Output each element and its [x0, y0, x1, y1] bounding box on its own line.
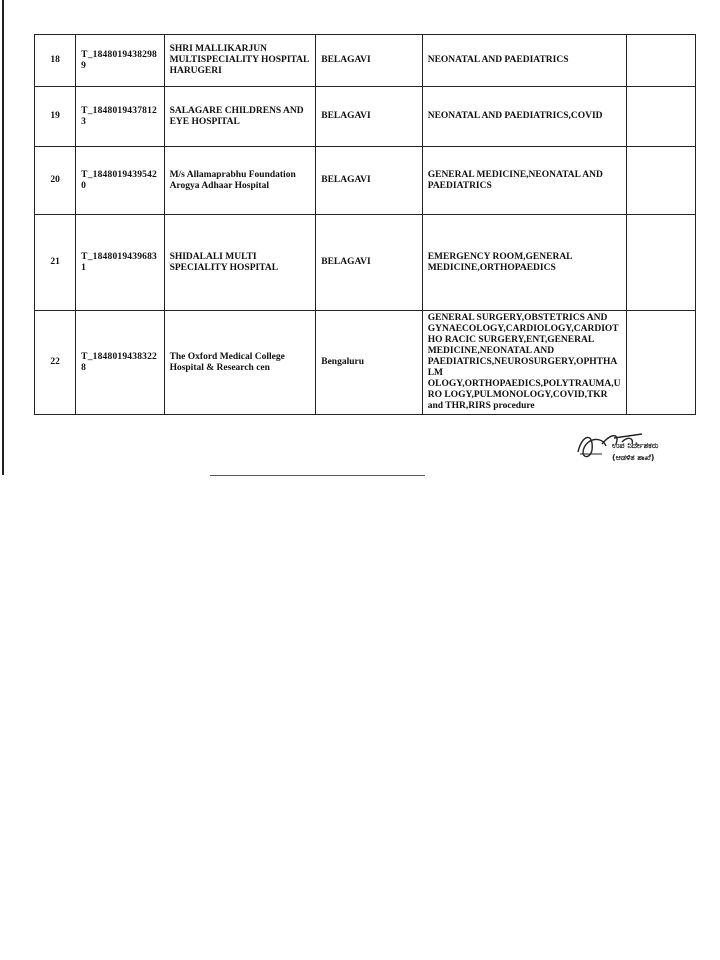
district: Bengaluru [316, 311, 422, 415]
hospital-id: T_18480194382989 [76, 35, 164, 87]
hospital-table [34, 34, 696, 415]
hospital-name: SALAGARE CHILDRENS AND EYE HOSPITAL [164, 87, 316, 147]
row-number: 18 [35, 35, 76, 87]
district: BELAGAVI [316, 35, 422, 87]
stamp-line-1: ಉಪ ನಿರ್ದೇಶಕರು [612, 441, 659, 450]
hospital-id: T_18480194378123 [76, 87, 164, 147]
specialities: NEONATAL AND PAEDIATRICS [422, 35, 626, 87]
empty-cell [626, 147, 695, 215]
district: BELAGAVI [316, 147, 422, 215]
hospital-id: T_18480194396831 [76, 215, 164, 311]
hospital-name: SHRI MALLIKARJUN MULTISPECIALITY HOSPITAL HARUGERI [164, 35, 316, 87]
district: BELAGAVI [316, 215, 422, 311]
empty-cell [626, 311, 695, 415]
table-row [35, 35, 696, 87]
row-number: 19 [35, 87, 76, 147]
hospital-name: The Oxford Medical College Hospital & Research cen [164, 311, 316, 415]
row-number: 21 [35, 215, 76, 311]
hospital-id: T_18480194395420 [76, 147, 164, 215]
table-row [35, 147, 696, 215]
district: BELAGAVI [316, 87, 422, 147]
divider-line [210, 475, 425, 476]
specialities: GENERAL MEDICINE,NEONATAL AND PAEDIATRICS [422, 147, 626, 215]
table-row [35, 87, 696, 147]
row-number: 22 [35, 311, 76, 415]
hospital-name: SHIDALALI MULTI SPECIALITY HOSPITAL [164, 215, 316, 311]
table-row [35, 215, 696, 311]
page-left-edge [2, 0, 4, 475]
empty-cell [626, 87, 695, 147]
empty-cell [626, 215, 695, 311]
hospital-id: T_18480194383228 [76, 311, 164, 415]
specialities: NEONATAL AND PAEDIATRICS,COVID [422, 87, 626, 147]
stamp-line-2: (ಆಡಳಿತ ಶಾಖೆ) [612, 453, 655, 462]
hospital-name: M/s Allamaprabhu Foundation Arogya Adhaar Hospital [164, 147, 316, 215]
row-number: 20 [35, 147, 76, 215]
specialities: GENERAL SURGERY,OBSTETRICS AND GYNAECOLOGY,CARDIOLOGY,CARDIOTHO RACIC SURGERY,ENT,GENERAL MEDICINE,NEONATAL AND PAEDIATRICS,NEUROSURGERY,OPHTHALM OLOGY,ORTHOPAEDICS,POLYTRAUMA,URO LOGY,PULMONOLOGY,COVID,TKR and THR,RIRS procedure [422, 311, 626, 415]
specialities: EMERGENCY ROOM,GENERAL MEDICINE,ORTHOPAEDICS [422, 215, 626, 311]
empty-cell [626, 35, 695, 87]
table-row [35, 311, 696, 415]
signature-stamp-text [612, 440, 658, 464]
